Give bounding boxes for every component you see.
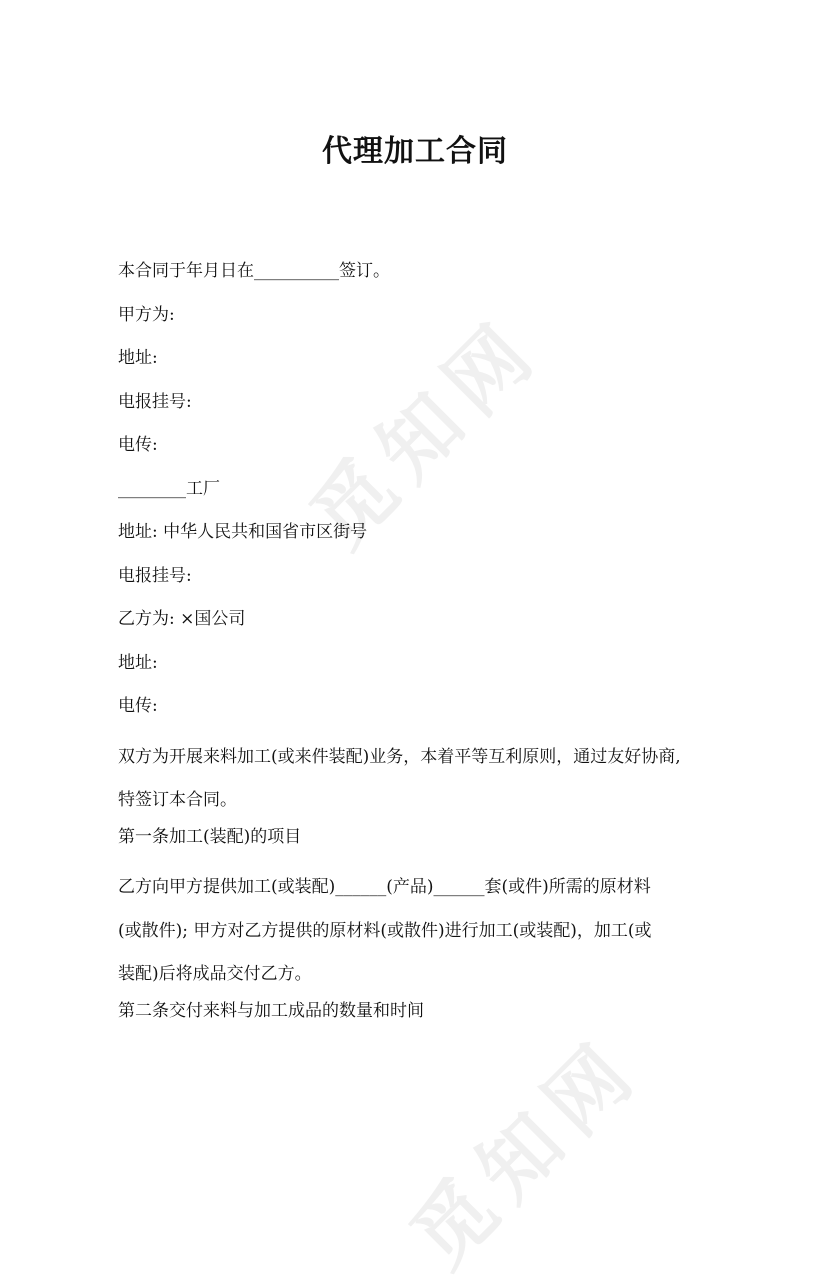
paragraph-line: 装配)后将成品交付乙方。 bbox=[118, 964, 312, 985]
paragraph-line: 乙方向甲方提供加工(或装配)______(产品)______套(或件)所需的原材料 bbox=[118, 877, 651, 898]
document-body bbox=[118, 257, 718, 1025]
article-1-paragraph bbox=[118, 866, 718, 997]
factory-line: ________工厂 bbox=[118, 478, 220, 499]
signing-line: 本合同于年月日在__________签订。 bbox=[118, 261, 390, 281]
document-title: 代理加工合同 bbox=[322, 134, 508, 169]
party-a-label: 甲方为: bbox=[118, 304, 175, 325]
telex-label: 电传: bbox=[118, 696, 158, 716]
telegraph-label: 电报挂号: bbox=[118, 565, 192, 586]
address-label: 地址: bbox=[118, 652, 158, 673]
party-b-label: 乙方为: ×国公司 bbox=[118, 609, 246, 629]
telex-label: 电传: bbox=[118, 435, 158, 455]
watermark: 觅知网 bbox=[393, 1019, 659, 1286]
intro-paragraph bbox=[118, 736, 718, 823]
paragraph-line: 双方为开展来料加工(或来件装配)业务，本着平等互利原则，通过友好协商, bbox=[118, 746, 681, 767]
article-1-heading: 第一条加工(装配)的项目 bbox=[118, 826, 302, 847]
factory-address: 地址: 中华人民共和国省市区街号 bbox=[118, 522, 368, 542]
address-label: 地址: bbox=[118, 348, 158, 368]
paragraph-line: (或散件); 甲方对乙方提供的原材料(或散件)进行加工(或装配)，加工(或 bbox=[118, 920, 652, 941]
watermark: 觅知网 bbox=[293, 299, 559, 566]
telegraph-label: 电报挂号: bbox=[118, 391, 192, 412]
paragraph-line: 特签订本合同。 bbox=[118, 790, 237, 811]
article-2-heading: 第二条交付来料与加工成品的数量和时间 bbox=[118, 1000, 424, 1021]
